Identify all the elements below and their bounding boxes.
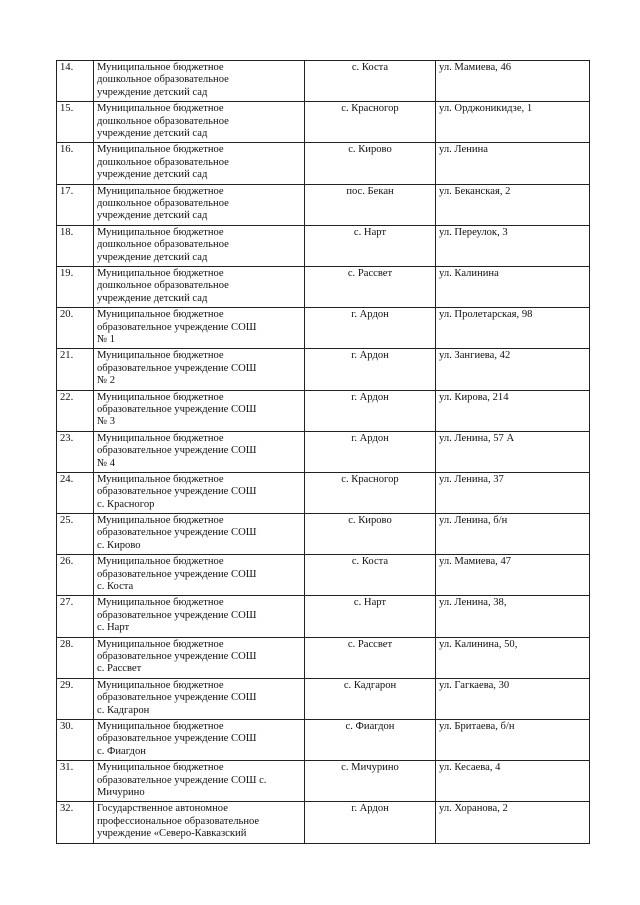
institution-name-line: Муниципальное бюджетное: [97, 391, 224, 403]
street-address: ул. Мамиева, 46: [436, 61, 590, 102]
street-address: ул. Кирова, 214: [436, 390, 590, 431]
table-row: [57, 678, 590, 719]
locality: пос. Бекан: [305, 184, 436, 225]
institution-name: [94, 472, 305, 513]
locality: г. Ардон: [305, 431, 436, 472]
street-address: ул. Хоранова, 2: [436, 802, 590, 843]
row-number: 24.: [57, 472, 94, 513]
street-address: ул. Гагкаева, 30: [436, 678, 590, 719]
table-row: [57, 720, 590, 761]
institution-name-line: Муниципальное бюджетное: [97, 103, 224, 115]
row-number: 14.: [57, 61, 94, 102]
institution-name-line: с. Рассвет: [97, 663, 142, 675]
locality: с. Красногор: [305, 102, 436, 143]
row-number: 30.: [57, 720, 94, 761]
institution-name-line: Муниципальное бюджетное: [97, 144, 224, 156]
institution-name-line: № 1: [97, 333, 116, 345]
row-number: 16.: [57, 143, 94, 184]
street-address: ул. Ленина, 37: [436, 472, 590, 513]
locality: с. Кирово: [305, 514, 436, 555]
street-address: ул. Зангиева, 42: [436, 349, 590, 390]
institution-name-line: дошкольное образовательное: [97, 156, 229, 168]
table-row: [57, 431, 590, 472]
institution-name-line: дошкольное образовательное: [97, 74, 229, 86]
table-row: [57, 349, 590, 390]
table-row: [57, 555, 590, 596]
institution-name-line: учреждение детский сад: [97, 251, 208, 263]
institution-name-line: образовательное учреждение СОШ: [97, 733, 257, 745]
institution-name-line: учреждение детский сад: [97, 128, 208, 139]
institution-name: [94, 225, 305, 266]
institution-name-line: Муниципальное бюджетное: [97, 762, 224, 774]
row-number: 25.: [57, 514, 94, 555]
table-row: [57, 225, 590, 266]
street-address: ул. Беканская, 2: [436, 184, 590, 225]
institution-name: [94, 184, 305, 225]
locality: с. Коста: [305, 61, 436, 102]
locality: г. Ардон: [305, 349, 436, 390]
institution-name-line: № 2: [97, 375, 116, 387]
row-number: 31.: [57, 761, 94, 802]
table-body: [57, 61, 590, 844]
institution-name-line: образовательное учреждение СОШ: [97, 321, 257, 333]
row-number: 26.: [57, 555, 94, 596]
institution-name-line: Муниципальное бюджетное: [97, 473, 224, 485]
table-row: [57, 761, 590, 802]
institution-name-line: учреждение детский сад: [97, 210, 208, 222]
institution-name-line: образовательное учреждение СОШ с.: [97, 774, 267, 786]
row-number: 29.: [57, 678, 94, 719]
locality: с. Кирово: [305, 143, 436, 184]
row-number: 20.: [57, 308, 94, 349]
institution-name-line: Муниципальное бюджетное: [97, 515, 224, 527]
row-number: 28.: [57, 637, 94, 678]
street-address: ул. Калинина: [436, 266, 590, 307]
row-number: 18.: [57, 225, 94, 266]
institution-name-line: профессиональное образовательное: [97, 815, 260, 827]
institution-name: [94, 596, 305, 637]
institution-name-line: Муниципальное бюджетное: [97, 185, 224, 197]
institution-name: [94, 761, 305, 802]
institution-name-line: № 3: [97, 416, 116, 428]
street-address: ул. Калинина, 50,: [436, 637, 590, 678]
table-row: [57, 61, 590, 102]
street-address: ул. Мамиева, 47: [436, 555, 590, 596]
table-row: [57, 472, 590, 513]
locality: с. Рассвет: [305, 266, 436, 307]
street-address: ул. Орджоникидзе, 1: [436, 102, 590, 143]
street-address: ул. Переулок, 3: [436, 225, 590, 266]
institution-name-line: Муниципальное бюджетное: [97, 721, 224, 732]
institution-name-line: учреждение детский сад: [97, 169, 208, 181]
row-number: 19.: [57, 266, 94, 307]
institution-name: [94, 514, 305, 555]
table-row: [57, 102, 590, 143]
institution-name: [94, 555, 305, 596]
institution-name-line: дошкольное образовательное: [97, 115, 229, 127]
institution-name-line: Муниципальное бюджетное: [97, 62, 224, 73]
institution-name-line: Муниципальное бюджетное: [97, 638, 224, 650]
locality: г. Ардон: [305, 308, 436, 349]
street-address: ул. Ленина, 57 А: [436, 431, 590, 472]
institution-name-line: образовательное учреждение СОШ: [97, 403, 257, 415]
street-address: ул. Бритаева, б/н: [436, 720, 590, 761]
row-number: 23.: [57, 431, 94, 472]
street-address: ул. Ленина, б/н: [436, 514, 590, 555]
institution-name-line: Мичурино: [97, 787, 145, 798]
table-row: [57, 266, 590, 307]
row-number: 22.: [57, 390, 94, 431]
institution-name: [94, 678, 305, 719]
institution-name-line: учреждение детский сад: [97, 292, 208, 304]
street-address: ул. Кесаева, 4: [436, 761, 590, 802]
institution-name-line: дошкольное образовательное: [97, 280, 229, 292]
institution-name: [94, 349, 305, 390]
locality: с. Коста: [305, 555, 436, 596]
table-row: [57, 637, 590, 678]
institution-name-line: Государственное автономное: [97, 803, 228, 815]
institution-name-line: с. Кадгарон: [97, 704, 150, 716]
row-number: 21.: [57, 349, 94, 390]
institution-name-line: № 4: [97, 457, 116, 469]
locality: с. Фиагдон: [305, 720, 436, 761]
institution-name-line: с. Фиагдон: [97, 745, 146, 757]
institution-name: [94, 431, 305, 472]
row-number: 32.: [57, 802, 94, 843]
street-address: ул. Ленина: [436, 143, 590, 184]
institution-name-line: Муниципальное бюджетное: [97, 597, 224, 609]
locality: г. Ардон: [305, 390, 436, 431]
institution-name-line: образовательное учреждение СОШ: [97, 692, 257, 704]
row-number: 17.: [57, 184, 94, 225]
street-address: ул. Ленина, 38,: [436, 596, 590, 637]
institution-name-line: Муниципальное бюджетное: [97, 679, 224, 691]
locality: с. Рассвет: [305, 637, 436, 678]
table-row: [57, 308, 590, 349]
institution-name: [94, 308, 305, 349]
locality: с. Нарт: [305, 596, 436, 637]
institution-name-line: с. Кирово: [97, 539, 141, 551]
institution-name-line: учреждение «Северо-Кавказский: [97, 828, 247, 840]
table-row: [57, 143, 590, 184]
locality: с. Нарт: [305, 225, 436, 266]
institution-name-line: образовательное учреждение СОШ: [97, 362, 257, 374]
institution-name-line: Муниципальное бюджетное: [97, 432, 224, 444]
institution-name-line: Муниципальное бюджетное: [97, 226, 224, 238]
table-row: [57, 184, 590, 225]
institution-name-line: Муниципальное бюджетное: [97, 350, 224, 362]
institution-name: [94, 802, 305, 843]
institution-name-line: образовательное учреждение СОШ: [97, 651, 257, 663]
locality: с. Кадгарон: [305, 678, 436, 719]
table-row: [57, 802, 590, 843]
institution-name: [94, 102, 305, 143]
institution-name-line: дошкольное образовательное: [97, 197, 229, 209]
institution-name-line: образовательное учреждение СОШ: [97, 527, 257, 539]
institution-name-line: Муниципальное бюджетное: [97, 267, 224, 279]
table-row: [57, 514, 590, 555]
institution-name-line: дошкольное образовательное: [97, 239, 229, 251]
locality: с. Красногор: [305, 472, 436, 513]
institution-name-line: с. Красногор: [97, 498, 155, 510]
institution-name: [94, 266, 305, 307]
institution-name: [94, 61, 305, 102]
row-number: 15.: [57, 102, 94, 143]
locality: с. Мичурино: [305, 761, 436, 802]
institution-name-line: Муниципальное бюджетное: [97, 556, 224, 568]
street-address: ул. Пролетарская, 98: [436, 308, 590, 349]
institution-name-line: образовательное учреждение СОШ: [97, 568, 257, 580]
row-number: 27.: [57, 596, 94, 637]
institution-name-line: Муниципальное бюджетное: [97, 309, 224, 321]
institution-name-line: учреждение детский сад: [97, 86, 208, 98]
institution-name-line: образовательное учреждение СОШ: [97, 486, 257, 498]
institution-name: [94, 637, 305, 678]
table-row: [57, 390, 590, 431]
table-row: [57, 596, 590, 637]
institution-name-line: с. Коста: [97, 581, 134, 593]
locality: г. Ардон: [305, 802, 436, 843]
institution-name-line: образовательное учреждение СОШ: [97, 445, 257, 457]
institution-name-line: с. Нарт: [97, 622, 130, 634]
institution-name: [94, 390, 305, 431]
institution-name: [94, 720, 305, 761]
institution-name: [94, 143, 305, 184]
institutions-table: [56, 60, 590, 844]
institution-name-line: образовательное учреждение СОШ: [97, 609, 257, 621]
